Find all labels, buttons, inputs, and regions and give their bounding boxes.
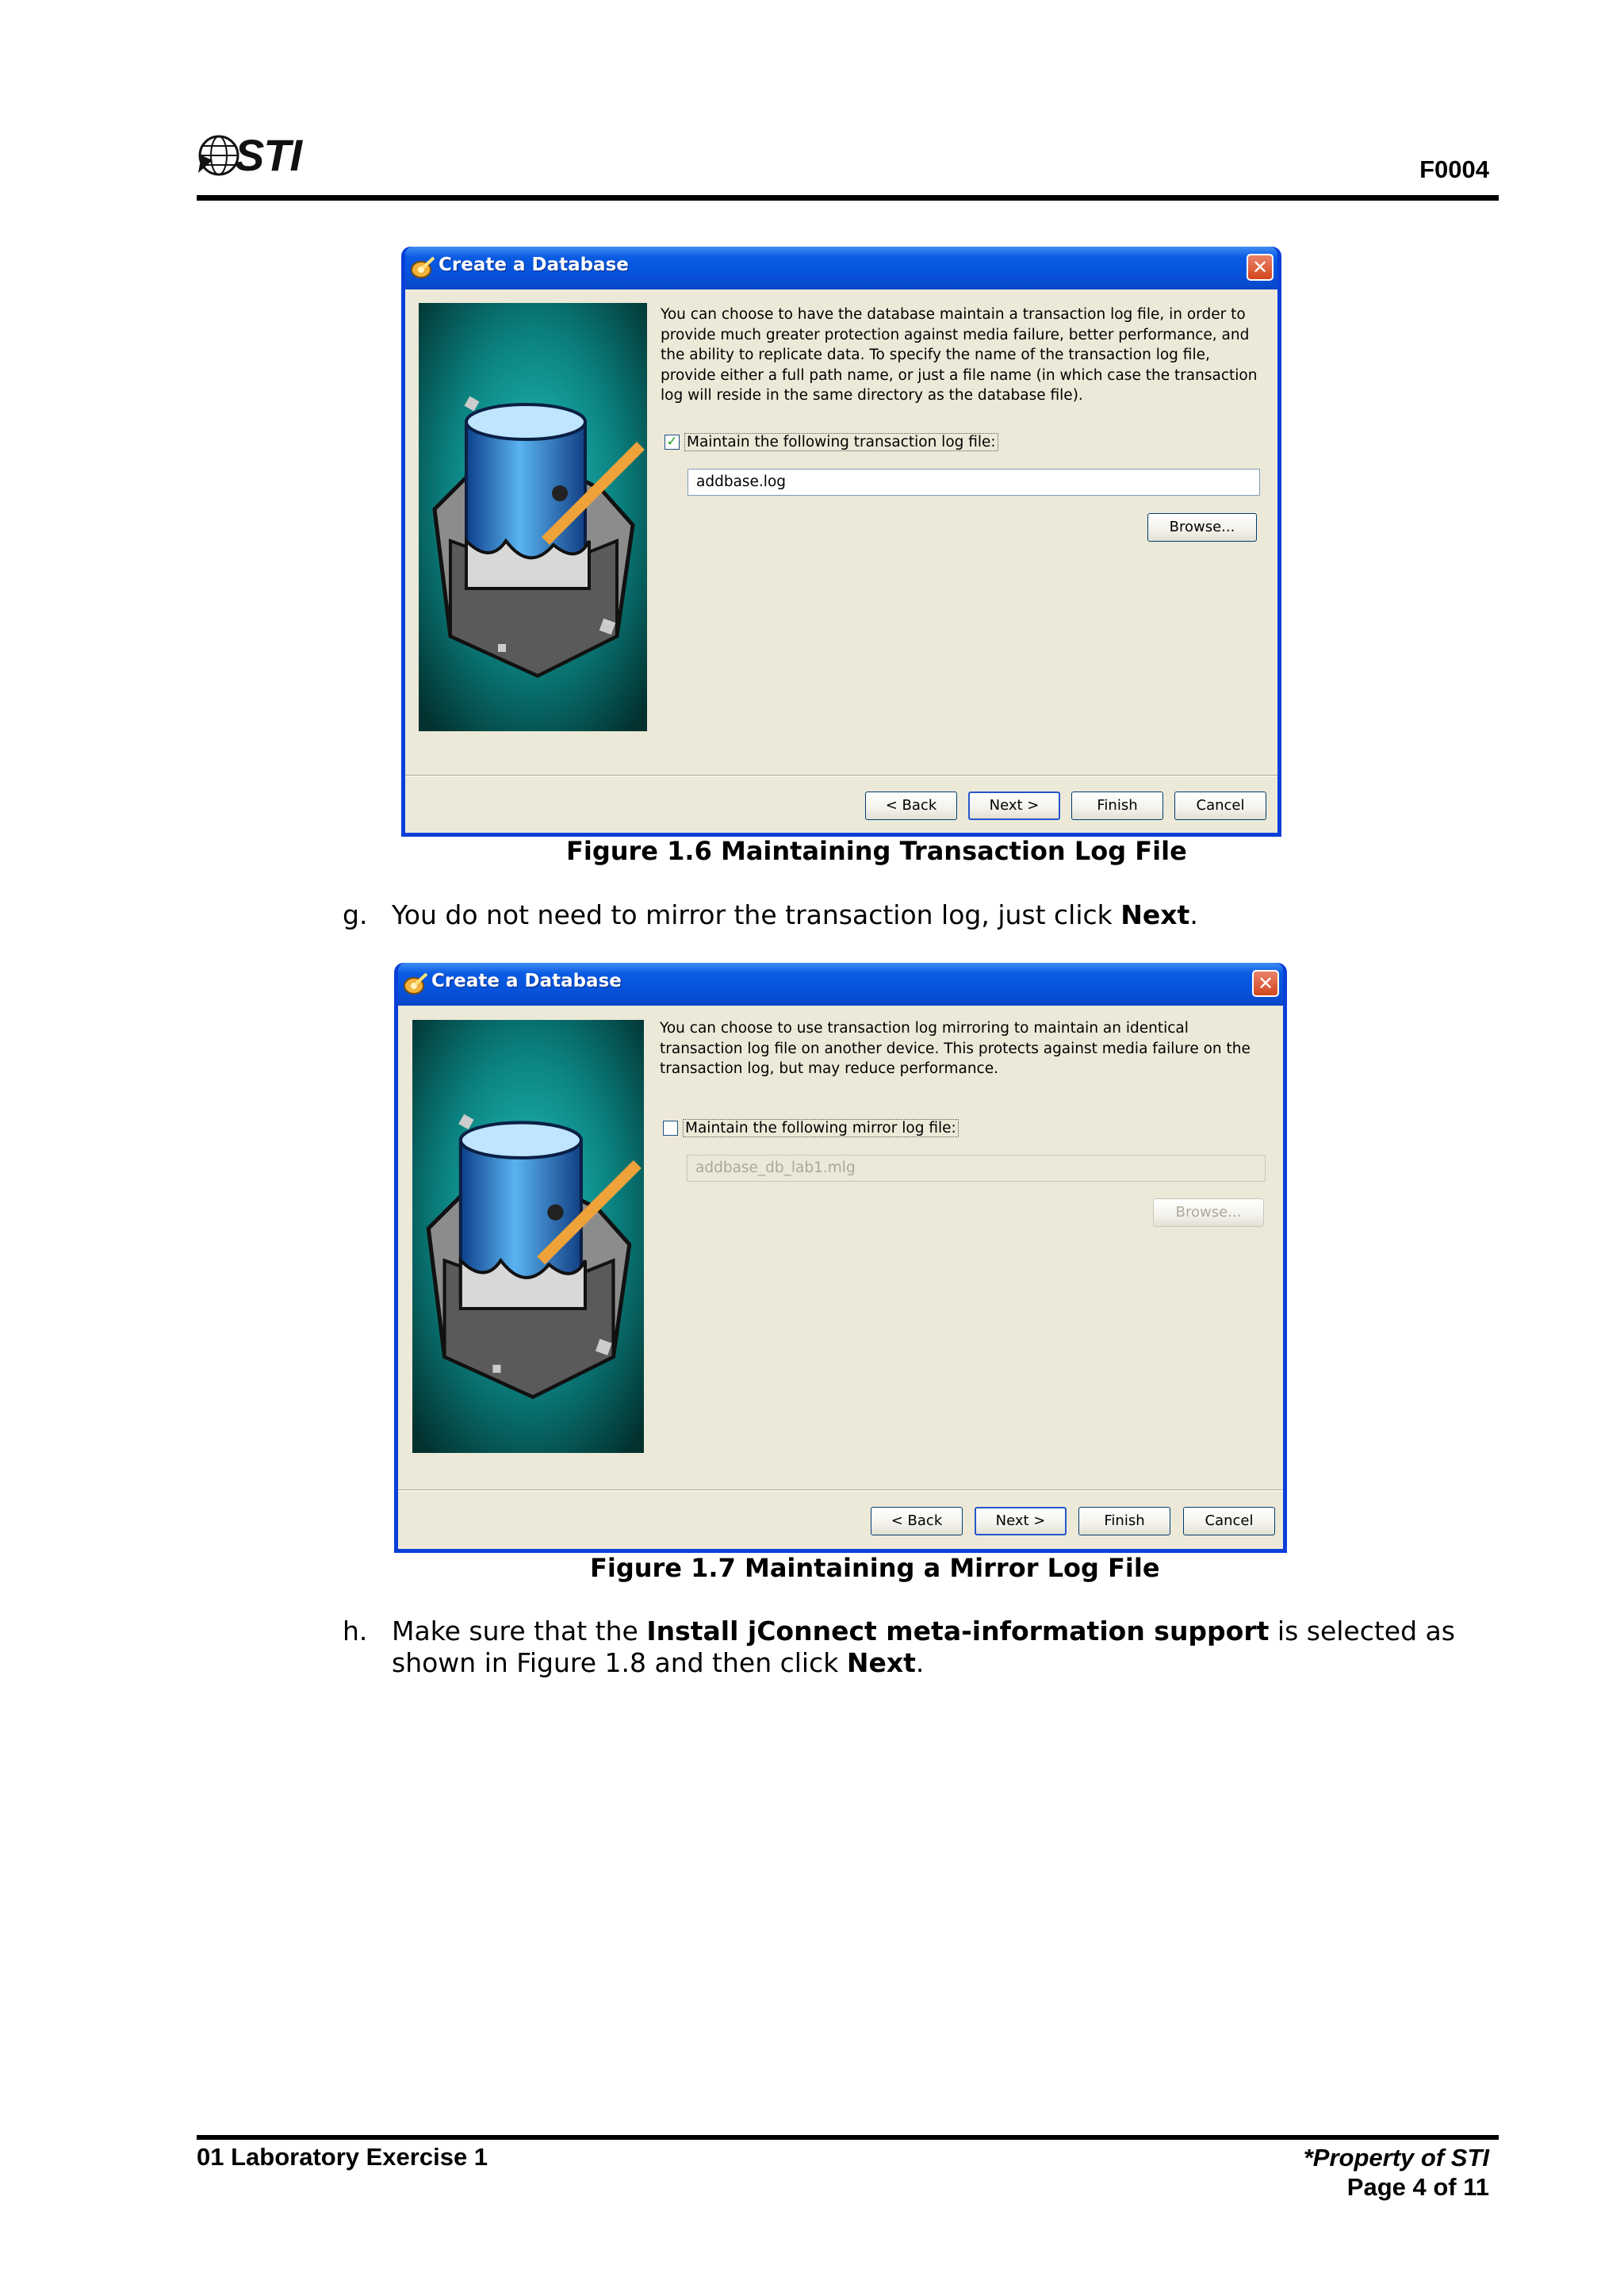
maintain-log-checkbox[interactable]: ✓ — [665, 435, 680, 450]
database-art-icon — [419, 303, 647, 731]
maintain-mirror-checkbox-label: Maintain the following mirror log file: — [683, 1119, 959, 1137]
step-g — [343, 899, 1516, 931]
maintain-mirror-checkbox-row[interactable] — [663, 1119, 959, 1138]
step-text-part: . — [1189, 899, 1198, 930]
finish-button[interactable]: Finish — [1071, 792, 1163, 820]
dialog-description: You can choose to have the database maintain a transaction log file, in order to provide much greater protection against media failure, better performance, and the ability to replicate data. To specify the name of the transaction log file, provide either a full path name, or just a file name (in which case the transaction log will reside in the same directory as the database file). — [661, 306, 1258, 404]
logo-text: STI — [235, 130, 302, 180]
step-text-part: . — [915, 1647, 925, 1678]
sti-logo — [197, 127, 300, 184]
header-rule — [197, 195, 1499, 201]
finish-button[interactable]: Finish — [1078, 1507, 1170, 1535]
maintain-log-checkbox-row[interactable] — [665, 433, 998, 452]
step-text — [392, 899, 1516, 931]
close-button[interactable]: ✕ — [1247, 254, 1274, 281]
figure-caption-1-7: Figure 1.7 Maintaining a Mirror Log File — [590, 1553, 1160, 1583]
cancel-button[interactable]: Cancel — [1174, 792, 1266, 820]
browse-button[interactable]: Browse... — [1147, 513, 1257, 542]
step-bold: Next — [1120, 899, 1190, 930]
maintain-mirror-checkbox[interactable] — [663, 1121, 678, 1136]
database-art-icon — [412, 1020, 644, 1453]
document-code: F0004 — [1419, 155, 1489, 183]
footer-rule — [197, 2135, 1499, 2140]
dialog-separator — [398, 1489, 1283, 1491]
mirror-log-file-input[interactable]: addbase_db_lab1.mlg — [687, 1155, 1266, 1182]
wizard-icon — [403, 972, 428, 996]
step-h — [343, 1616, 1516, 1679]
dialog-description: You can choose to use transaction log mirroring to maintain an identical transaction log file on another device. This protects against media failure on the transaction log, but may reduce performance. — [660, 1020, 1251, 1077]
footer-page-number: Page 4 of 11 — [1346, 2173, 1489, 2201]
cancel-button[interactable]: Cancel — [1183, 1507, 1275, 1535]
create-database-dialog-1 — [401, 247, 1281, 837]
footer-property: *Property of STI — [1303, 2144, 1489, 2171]
figure-caption-1-6: Figure 1.6 Maintaining Transaction Log File — [566, 836, 1187, 866]
log-file-input[interactable]: addbase.log — [688, 469, 1260, 496]
step-marker: g. — [343, 899, 368, 930]
database-illustration — [412, 1020, 644, 1453]
dialog-titlebar[interactable] — [405, 247, 1277, 289]
dialog-separator — [405, 775, 1277, 776]
dialog-title: Create a Database — [431, 971, 622, 991]
step-text-part: is selected as shown in Figure 1.8 and then click — [392, 1616, 1455, 1678]
dialog-client-area — [405, 289, 1277, 833]
browse-button[interactable]: Browse... — [1153, 1198, 1264, 1227]
dialog-title: Create a Database — [439, 255, 629, 275]
back-button[interactable]: < Back — [871, 1507, 963, 1535]
step-bold: Install jConnect meta-information support — [646, 1616, 1270, 1646]
dialog-titlebar[interactable] — [398, 963, 1283, 1006]
next-button[interactable]: Next > — [968, 792, 1060, 820]
step-bold: Next — [846, 1647, 916, 1678]
wizard-icon — [410, 256, 435, 280]
step-text — [392, 1616, 1516, 1679]
footer-right — [1304, 2143, 1489, 2202]
next-button[interactable]: Next > — [975, 1507, 1067, 1535]
create-database-dialog-2 — [394, 963, 1287, 1553]
step-text-part: You do not need to mirror the transaction log, just click — [392, 899, 1121, 930]
dialog-client-area — [398, 1006, 1283, 1549]
footer-course: 01 Laboratory Exercise 1 — [197, 2143, 488, 2171]
step-text-part: Make sure that the — [392, 1616, 647, 1646]
maintain-log-checkbox-label: Maintain the following transaction log file: — [684, 433, 998, 451]
step-marker: h. — [343, 1616, 368, 1646]
back-button[interactable]: < Back — [865, 792, 957, 820]
database-illustration — [419, 303, 647, 731]
close-button[interactable]: ✕ — [1252, 970, 1279, 997]
